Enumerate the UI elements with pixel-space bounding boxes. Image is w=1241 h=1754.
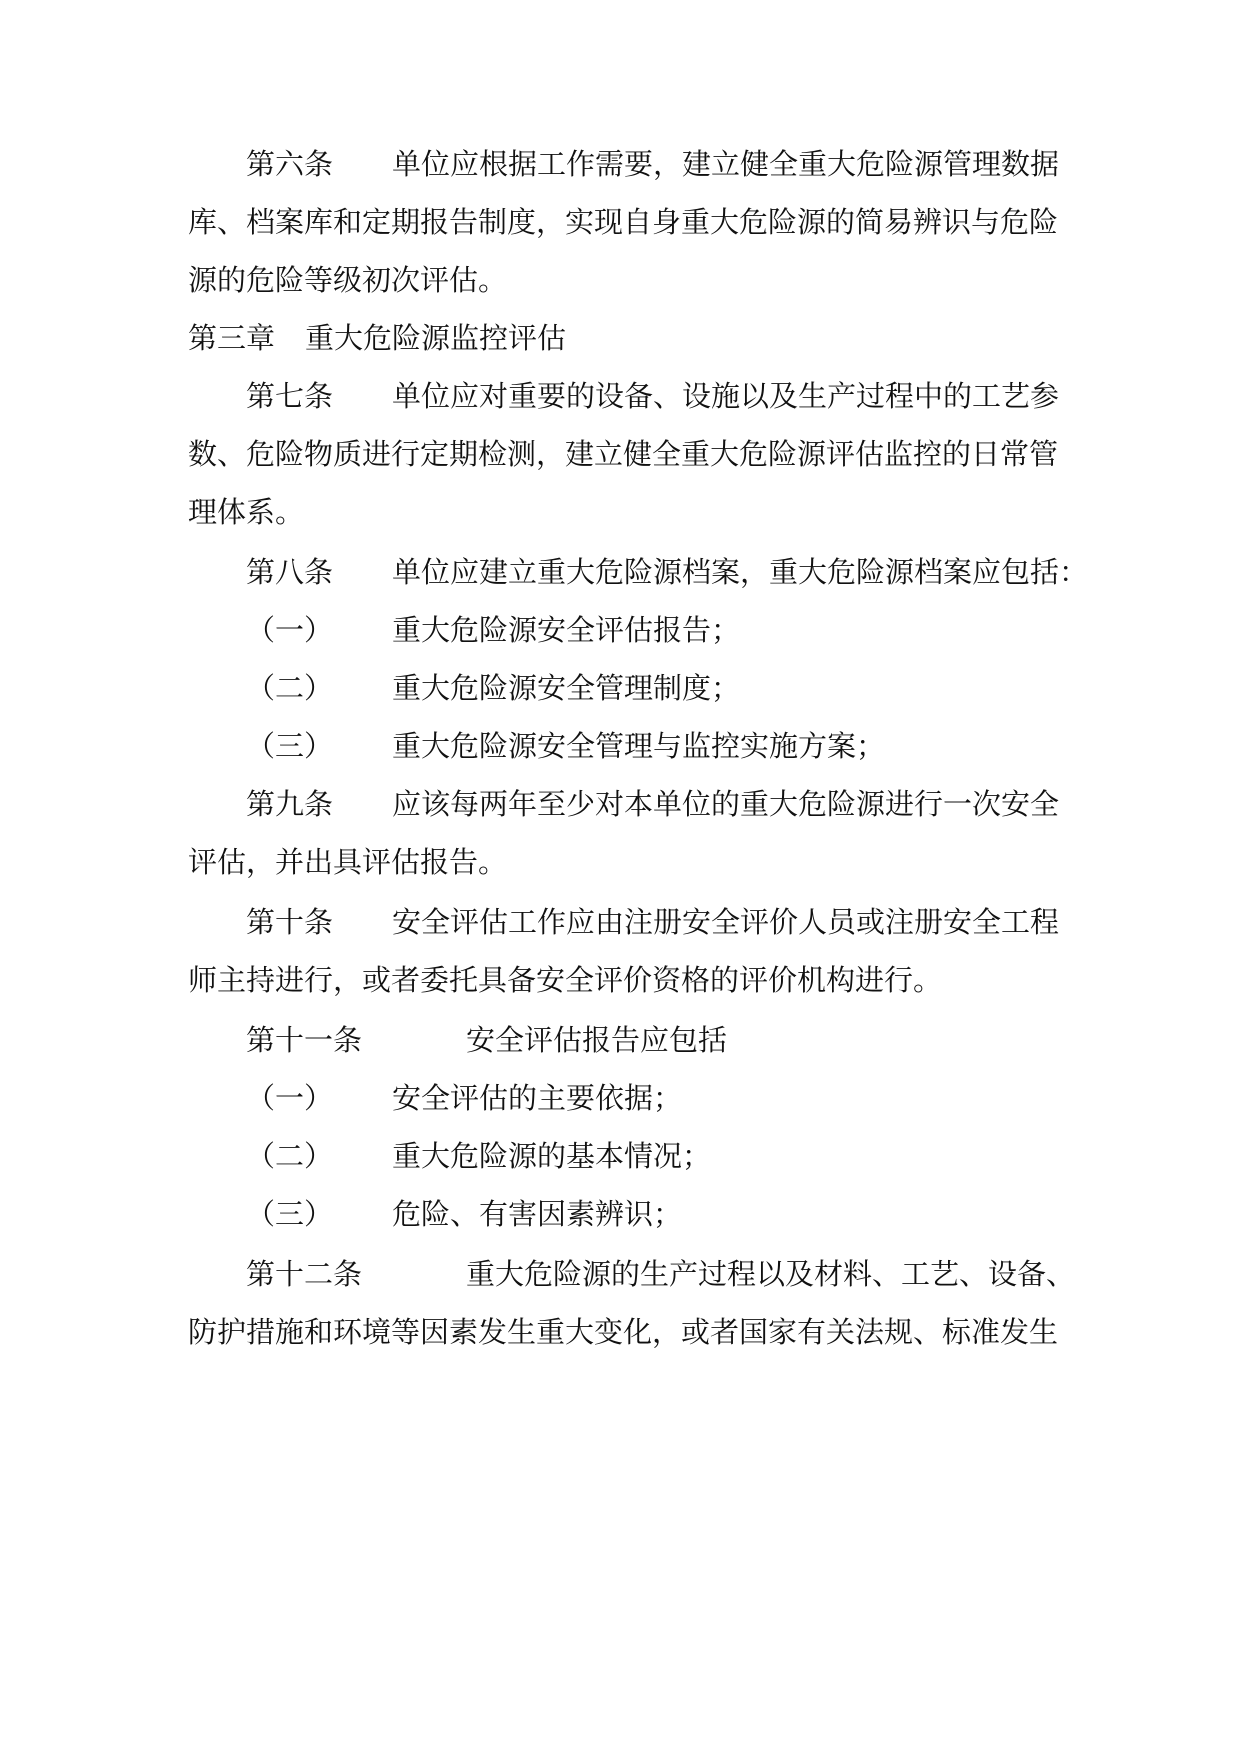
article-11-item-3-num: （三） (246, 1197, 334, 1231)
article-8-item-3-text: 重大危险源安全管理与监控实施方案； (392, 729, 886, 763)
article-12-text-cont: 防护措施和环境等因素发生重大变化，或者国家有关法规、标准发生 (188, 1315, 1059, 1349)
article-11-item-1-num: （一） (246, 1081, 334, 1115)
article-10-text-end: 师主持进行，或者委托具备安全评价资格的评价机构进行。 (188, 963, 943, 997)
article-9-label: 第九条 (246, 787, 334, 821)
article-7-text: 单位应对重要的设备、设施以及生产过程中的工艺参 (392, 379, 1060, 413)
article-12-text: 重大危险源的生产过程以及材料、工艺、设备、 (466, 1257, 1076, 1291)
article-10-label: 第十条 (246, 905, 334, 939)
chapter-3-label: 第三章 (188, 321, 276, 355)
article-10-text: 安全评估工作应由注册安全评价人员或注册安全工程 (392, 905, 1060, 939)
article-11-item-2-text: 重大危险源的基本情况； (392, 1139, 712, 1173)
article-6-text-cont: 库、档案库和定期报告制度，实现自身重大危险源的简易辨识与危险 (188, 205, 1059, 239)
article-11-item-3-text: 危险、有害因素辨识； (392, 1197, 683, 1231)
article-8-item-1-num: （一） (246, 613, 334, 647)
article-6-text: 单位应根据工作需要，建立健全重大危险源管理数据 (392, 147, 1060, 181)
article-7-text-end: 理体系。 (188, 495, 305, 529)
article-9-text-end: 评估，并出具评估报告。 (188, 845, 508, 879)
article-8-text: 单位应建立重大危险源档案，重大危险源档案应包括： (392, 555, 1089, 589)
article-12-label: 第十二条 (246, 1257, 363, 1291)
article-7-label: 第七条 (246, 379, 334, 413)
article-11-item-1-text: 安全评估的主要依据； (392, 1081, 683, 1115)
article-11-item-2-num: （二） (246, 1139, 334, 1173)
article-8-item-2-num: （二） (246, 671, 334, 705)
article-8-item-2-text: 重大危险源安全管理制度； (392, 671, 741, 705)
article-8-label: 第八条 (246, 555, 334, 589)
article-8-item-3-num: （三） (246, 729, 334, 763)
article-11-text: 安全评估报告应包括 (466, 1023, 728, 1057)
article-6-label: 第六条 (246, 147, 334, 181)
article-7-text-cont: 数、危险物质进行定期检测，建立健全重大危险源评估监控的日常管 (188, 437, 1059, 471)
article-11-label: 第十一条 (246, 1023, 363, 1057)
article-6-text-end: 源的危险等级初次评估。 (188, 263, 508, 297)
chapter-3-title: 重大危险源监控评估 (305, 321, 567, 355)
article-9-text: 应该每两年至少对本单位的重大危险源进行一次安全 (392, 787, 1060, 821)
article-8-item-1-text: 重大危险源安全评估报告； (392, 613, 741, 647)
